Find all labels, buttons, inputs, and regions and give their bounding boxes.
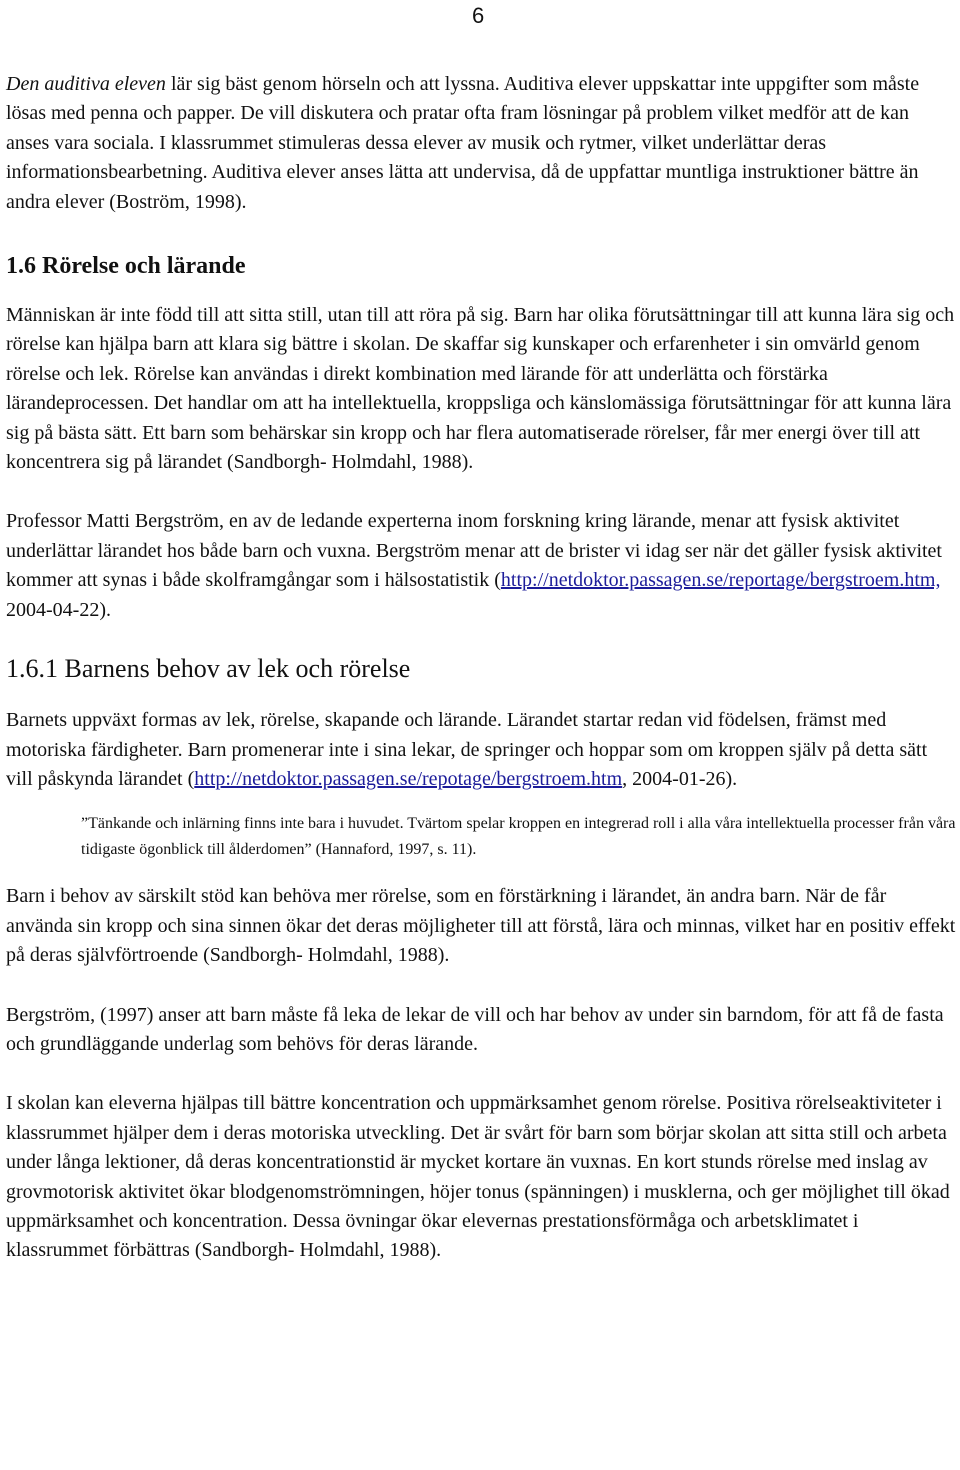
paragraph-text: lär sig bäst genom hörseln och att lyssna. Auditiva elever uppskattar inte uppgifter som måste lösas med penna och papper. De vill diskutera och pratar ofta fram lösningar på problem vilket medför att de kan anses vara sociala. I klassrummet stimuleras dessa elever av musik och rytmer, vilket underlättar deras informationsbearbetning. Auditiva elever anses lätta att undervisa, då de uppfattar muntliga instruktioner bättre än andra elever (Boström, 1998). [6,73,920,213]
paragraph-text: Professor Matti Bergström, en av de ledande experterna inom forskning kring lärande, menar att fysisk aktivitet underlättar lärandet hos både barn och vuxna. Bergström menar att de brister vi idag ser när det gäller fysisk aktivitet kommer att synas i både skolframgångar som i hälsostatistik ( [6,510,942,592]
paragraph-barnets-uppvaxt [6,706,956,794]
paragraph-bergstrom-1997: Bergström, (1997) anser att barn måste få leka de lekar de vill och har behov av under sin barndom, för att få de fasta och grundläggande underlag som behövs för deras lärande. [6,1003,944,1055]
reference-link[interactable]: http://netdoktor.passagen.se/repotage/bergstroem.htm [194,767,623,790]
block-quote: ”Tänkande och inlärning finns inte bara i huvudet. Tvärtom spelar kroppen en integrerad roll i alla våra intellektuella processer från våra tidigaste ögonblick till ålderdomen” (Hannaford, 1997, s. 11). [81,815,956,859]
paragraph-sarskilt-stod: Barn i behov av särskilt stöd kan behöva mer rörelse, som en förstärkning i lärandet, än andra barn. När de får använda sin kropp och sina sinnen ökar det deras möjligheter till att förstå, lära och minnas, vilket har en positiv effekt på deras självförtroende (Sandborgh- Holmdahl, 1988). [6,885,956,967]
italic-term: Den auditiva eleven [6,73,166,95]
paragraph-skolan: I skolan kan eleverna hjälpas till bättre koncentration och uppmärksamhet genom rörelse. Positiva rörelseaktiviteter i klassrummet hjälper dem i deras motoriska utveckling. Det är svårt för barn som börjar skolan att sitta still och arbeta under långa lektioner, då deras koncentrationstid är mycket kortare än vuxnas. En kort stunds rörelse med inslag av grovmotorisk aktivitet ökar blodgenomströmningen, höjer tonus (spänningen) i musklerna, och ger möjlighet till ökad uppmärksamhet och koncentration. Dessa övningar ökar elevernas prestationsförmåga och arbetsklimatet i klassrummet förbättras (Sandborgh- Holmdahl, 1988). [6,1092,950,1262]
paragraph-text: , 2004-01-26). [622,767,738,790]
document-body [6,70,956,1266]
page-number: 6 [472,3,485,28]
paragraph-rorelse: Människan är inte född till att sitta still, utan till att röra på sig. Barn har olika förutsättningar till att kunna lära sig och rörelse kan hjälpa barn att klara sig bättre i skolan. De skaffar sig kunskaper och erfarenheter i sin omvärld genom rörelse och lek. Rörelse kan användas i direkt kombination med lärande för att underlätta och förstärka lärandeprocessen. Det handlar om att ha intellektuella, kroppsliga och känslomässiga förutsättningar för att kunna lära sig på bästa sätt. Ett barn som behärskar sin kropp och har flera automatiserade rörelser, får mer energi över till att koncentrera sig på lärandet (Sandborgh- Holmdahl, 1988). [6,304,955,474]
reference-link[interactable]: http://netdoktor.passagen.se/reportage/bergstroem.htm, [500,569,941,592]
paragraph-text: 2004-04-22). [6,598,111,621]
paragraph-text: Barnets uppväxt formas av lek, rörelse, skapande och lärande. Lärandet startar redan vid födelsen, främst med motoriska färdigheter. Barn promenerar inte i sina lekar, de springer och hoppar som om kroppen själv på detta sätt vill påskynda lärandet ( [6,709,928,790]
subsection-heading-1-6-1: 1.6.1 Barnens behov av lek och rörelse [6,654,411,684]
paragraph-auditiva [6,70,956,217]
paragraph-bergstrom [6,507,956,625]
section-heading-1-6: 1.6 Rörelse och lärande [6,253,246,280]
